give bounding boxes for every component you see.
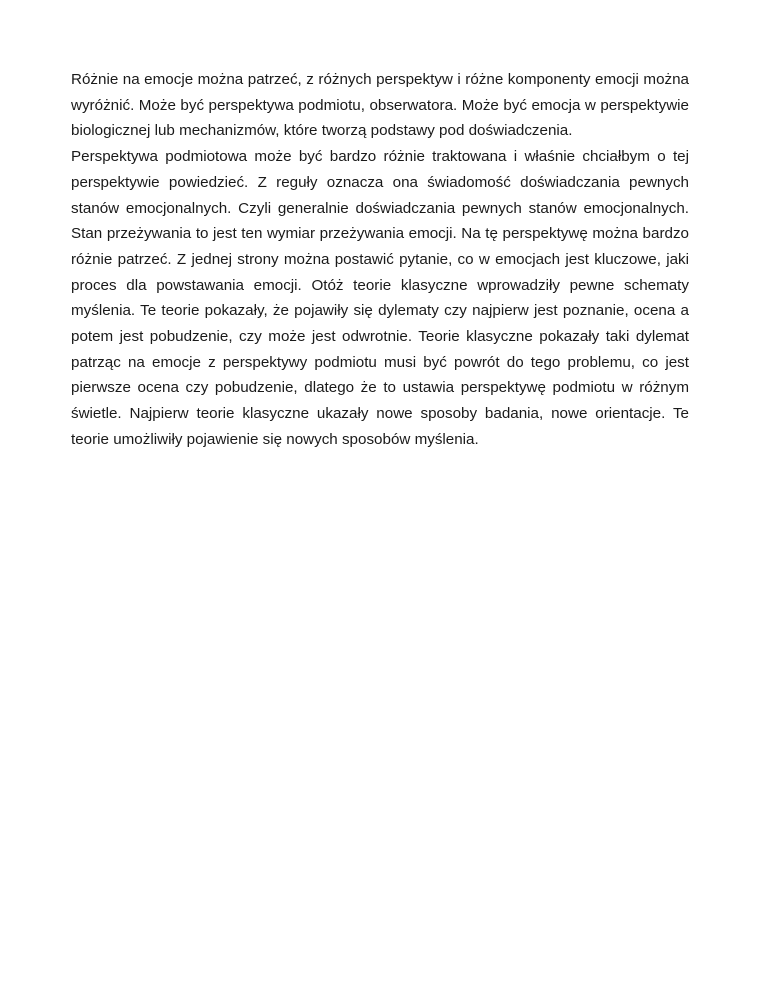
paragraph-2: Perspektywa podmiotowa może być bardzo różnie traktowana i właśnie chciałbym o tej perspektywie powiedzieć. Z reguły oznacza ona świadomość doświadczania pewnych stanów emocjonalnych. Czyli generalnie doświadczania pewnych stanów emocjonalnych. Stan przeżywania to jest ten wymiar przeżywania emocji. Na tę perspektywę można bardzo różnie patrzeć. Z jednej strony można postawić pytanie, co w emocjach jest kluczowe, jaki proces dla powstawania emocji. Otóż teorie klasyczne wprowadziły pewne schematy myślenia. Te teorie pokazały, że pojawiły się dylematy czy najpierw jest poznanie, ocena a potem jest pobudzenie, czy może jest odwrotnie. Teorie klasyczne pokazały taki dylemat patrząc na emocje z perspektywy podmiotu musi być powrót do tego problemu, co jest pierwsze ocena czy pobudzenie, dlatego że to ustawia perspektywę podmiotu w różnym świetle. Najpierw teorie klasyczne ukazały nowe sposoby badania, nowe orientacje. Te teorie umożliwiły pojawienie się nowych sposobów myślenia.: [71, 148, 689, 448]
document-body: [71, 67, 689, 453]
paragraph-1: Różnie na emocje można patrzeć, z różnych perspektyw i różne komponenty emocji można wyróżnić. Może być perspektywa podmiotu, obserwatora. Może być emocja w perspektywie biologicznej lub mechanizmów, które tworzą podstawy pod doświadczenia.: [71, 71, 689, 140]
